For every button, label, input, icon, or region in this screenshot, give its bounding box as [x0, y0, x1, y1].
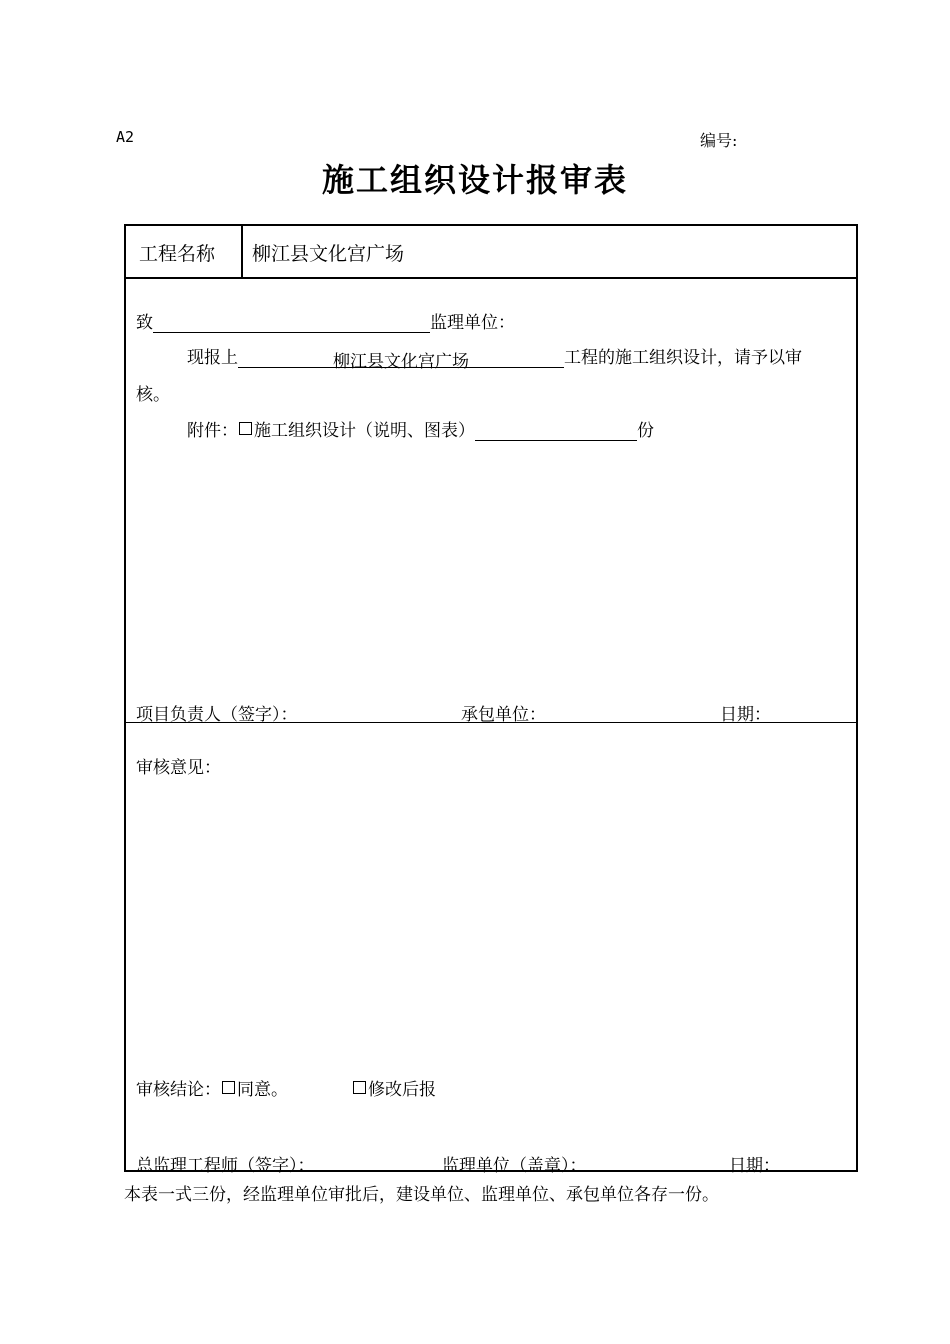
report-prefix: 现报上 [187, 348, 238, 368]
report-project: 柳江县文化宫广场 [238, 347, 564, 368]
revise-label: 修改后报 [368, 1080, 436, 1100]
page-title: 施工组织设计报审表 [321, 161, 628, 199]
number-label: 编号: [700, 131, 738, 150]
review-conclusion [136, 1075, 436, 1100]
revise-checkbox[interactable] [353, 1081, 366, 1094]
report-line [187, 343, 802, 372]
row-divider [126, 277, 856, 279]
form-code: A2 [116, 128, 135, 146]
project-name-value: 柳江县文化宫广场 [252, 243, 405, 265]
attachment-count-blank [475, 420, 637, 441]
review-date: 日期： [729, 1156, 780, 1176]
contractor-unit: 承包单位： [461, 705, 546, 725]
approval-form-table [124, 224, 858, 1176]
addressee-line [136, 308, 515, 333]
attachment-unit: 份 [637, 421, 654, 441]
footer-note: 本表一式三份，经监理单位审批后，建设单位、监理单位、承包单位各存一份。 [124, 1185, 719, 1205]
attachment-line [187, 416, 654, 441]
supervision-unit-seal: 监理单位（盖章）： [442, 1156, 587, 1176]
manager-signature: 项目负责人（签字）： [136, 705, 298, 725]
addressee-suffix: 监理单位： [430, 313, 515, 333]
agree-label: 同意。 [237, 1080, 288, 1100]
conclusion-label: 审核结论： [136, 1080, 221, 1100]
engineer-signature: 总监理工程师（签字）： [136, 1156, 315, 1176]
submission-date: 日期： [720, 705, 771, 725]
attachment-item: 施工组织设计（说明、图表） [254, 421, 475, 441]
attachment-label: 附件： [187, 421, 238, 441]
project-name-label: 工程名称 [139, 243, 216, 265]
addressee-prefix: 致 [136, 313, 153, 333]
review-opinion-label: 审核意见： [136, 758, 221, 778]
report-suffix: 工程的施工组织设计，请予以审 [564, 348, 802, 368]
addressee-blank [153, 312, 430, 333]
report-continuation: 核。 [136, 385, 170, 405]
section-divider [126, 722, 856, 723]
attachment-checkbox[interactable] [239, 422, 252, 435]
project-name-divider [241, 226, 243, 278]
agree-checkbox[interactable] [222, 1081, 235, 1094]
